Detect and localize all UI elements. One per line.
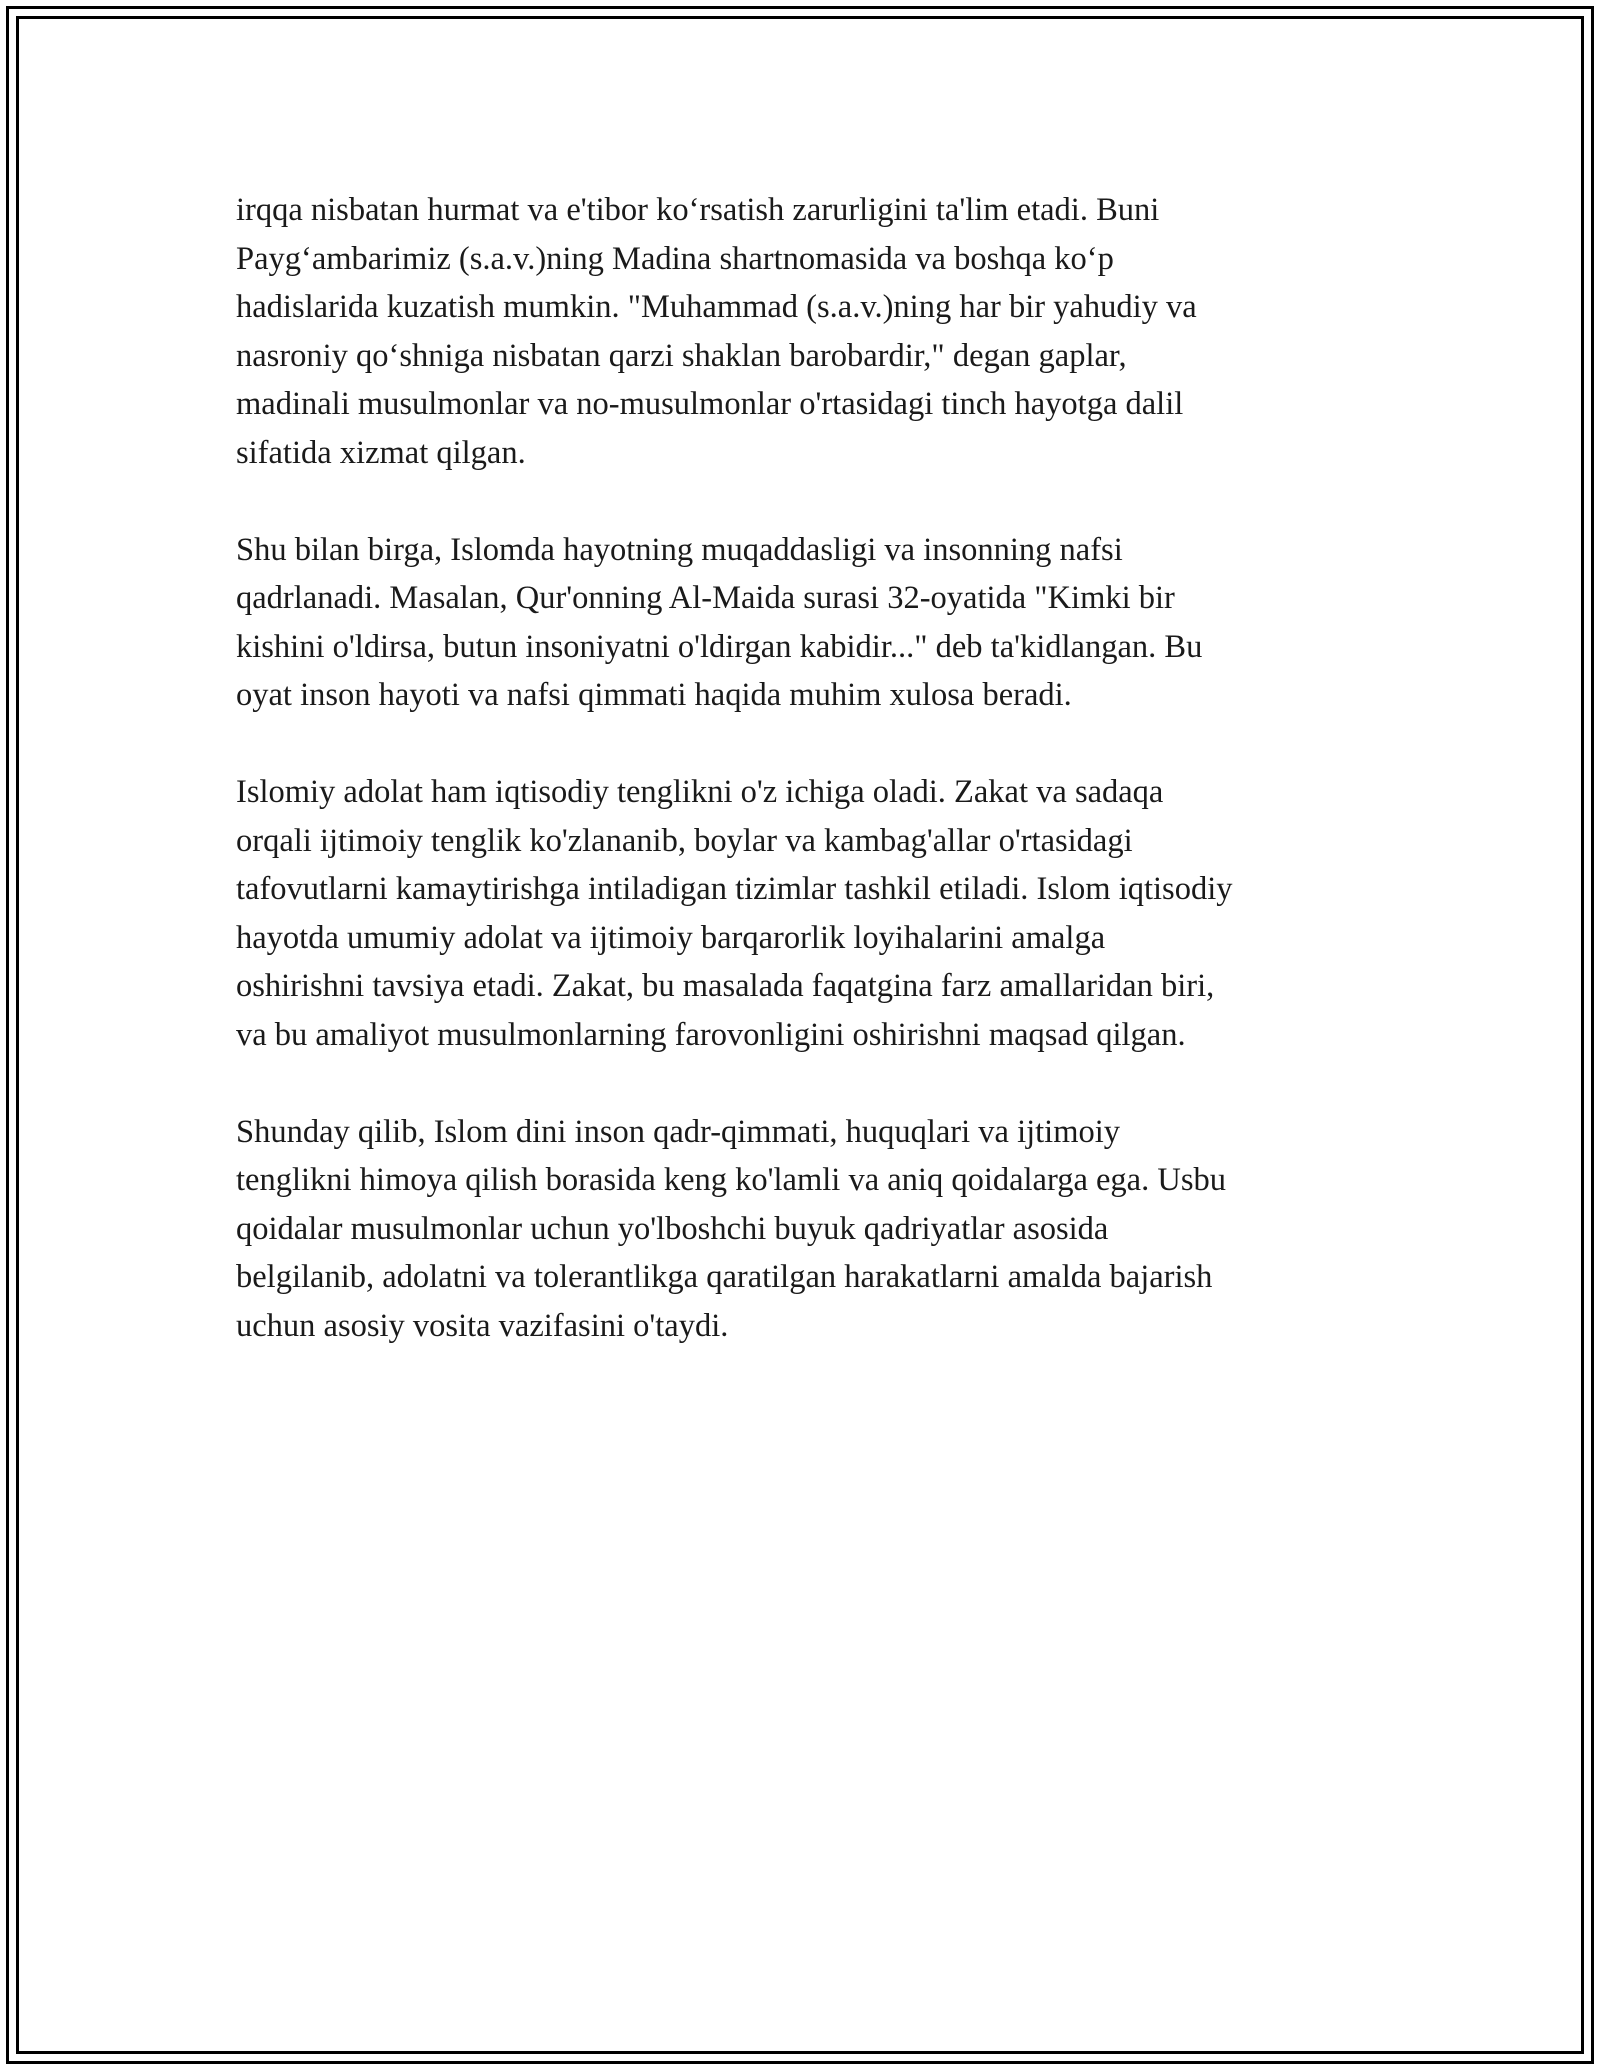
- paragraph-1: irqqa nisbatan hurmat va e'tibor koʻrsatish zarurligini ta'lim etadi. Buni Paygʻambarimiz (s.a.v.)ning Madina shartnomasida va boshqa koʻp hadislarida kuzatish mumkin. "Muhammad (s.a.v.)ning har bir yahudiy va nasroniy qoʻshniga nisbatan qarzi shaklan barobardir," degan gaplar, madinali musulmonlar va no-musulmonlar o'rtasidagi tinch hayotga dalil sifatida xizmat qilgan.: [236, 192, 1197, 471]
- paragraph-4: Shunday qilib, Islom dini inson qadr-qimmati, huquqlari va ijtimoiy tenglikni himoya qilish borasida keng ko'lamli va aniq qoidalarga ega. Usbu qoidalar musulmonlar uchun yo'lboshchi buyuk qadriyatlar asosida belgilanib, adolatni va tolerantlikga qaratilgan harakatlarni amalda bajarish uchun asosiy vosita vazifasini o'taydi.: [236, 1113, 1226, 1344]
- paragraph-2: Shu bilan birga, Islomda hayotning muqaddasligi va insonning nafsi qadrlanadi. Masalan, Qur'onning Al-Maida surasi 32-oyatida "Kimki bir kishini o'ldirsa, butun insoniyatni o'ldirgan kabidir..." deb ta'kidlangan. Bu oyat inson hayoti va nafsi qimmati haqida muhim xulosa beradi.: [236, 531, 1203, 713]
- paragraph-3: Islomiy adolat ham iqtisodiy tenglikni o'z ichiga oladi. Zakat va sadaqa orqali ijtimoiy tenglik ko'zlananib, boylar va kambag'allar o'rtasidagi tafovutlarni kamaytirishga intiladigan tizimlar tashkil etiladi. Islom iqtisodiy hayotda umumiy adolat va ijtimoiy barqarorlik loyihalarini amalga oshirishni tavsiya etadi. Zakat, bu masalada faqatgina farz amallaridan biri, va bu amaliyot musulmonlarning farovonligini oshirishni maqsad qilgan.: [236, 774, 1233, 1053]
- document-body: [236, 186, 1366, 1399]
